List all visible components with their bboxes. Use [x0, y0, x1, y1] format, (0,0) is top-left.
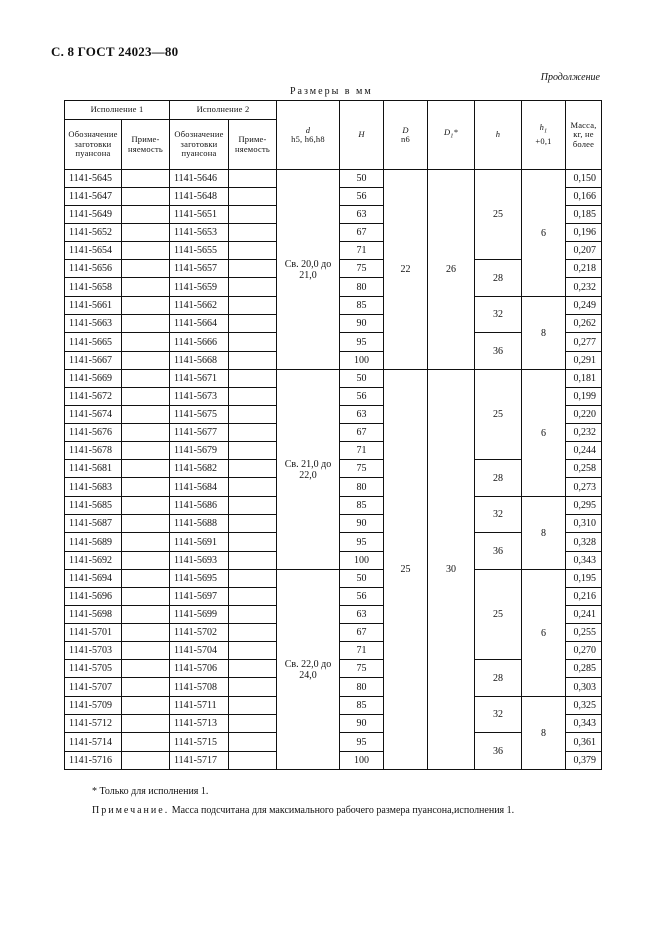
D1-cell: 26 — [428, 170, 475, 370]
h-cell: 36 — [475, 533, 522, 570]
exec1-applicability-cell — [122, 588, 170, 606]
mass-cell: 0,244 — [566, 442, 602, 460]
mass-cell: 0,241 — [566, 606, 602, 624]
exec1-designation-cell: 1141-5712 — [65, 715, 122, 733]
exec2-applicability-cell — [229, 260, 277, 278]
exec1-designation-cell: 1141-5663 — [65, 315, 122, 333]
exec1-applicability-cell — [122, 460, 170, 478]
exec2-designation-cell: 1141-5677 — [170, 424, 229, 442]
exec1-applicability-cell — [122, 315, 170, 333]
dimensions-label: Размеры в мм — [290, 86, 373, 97]
exec2-designation-cell: 1141-5659 — [170, 278, 229, 297]
mass-header: Масса, кг, не более — [566, 101, 602, 170]
exec2-designation-cell: 1141-5675 — [170, 406, 229, 424]
exec2-applicability-cell — [229, 188, 277, 206]
mass-cell: 0,379 — [566, 752, 602, 770]
exec1-applicability-cell — [122, 678, 170, 697]
d-header: d h5, h6,h8 — [277, 101, 340, 170]
H-cell: 100 — [340, 352, 384, 370]
exec1-designation-cell: 1141-5678 — [65, 442, 122, 460]
exec2-applicability-cell — [229, 206, 277, 224]
h1-cell: 6 — [522, 370, 566, 497]
H-cell: 63 — [340, 606, 384, 624]
exec2-applicability-cell — [229, 424, 277, 442]
exec1-designation-cell: 1141-5658 — [65, 278, 122, 297]
H-cell: 56 — [340, 588, 384, 606]
mass-cell: 0,295 — [566, 497, 602, 515]
exec1-applicability-cell — [122, 278, 170, 297]
exec1-header: Исполнение 1 — [65, 101, 170, 120]
mass-cell: 0,196 — [566, 224, 602, 242]
exec2-applicability-cell — [229, 242, 277, 260]
H-cell: 50 — [340, 570, 384, 588]
h-cell: 25 — [475, 170, 522, 260]
exec1-designation-cell: 1141-5689 — [65, 533, 122, 552]
exec1-designation-cell: 1141-5645 — [65, 170, 122, 188]
H-cell: 90 — [340, 715, 384, 733]
H-cell: 85 — [340, 497, 384, 515]
h1-cell: 8 — [522, 297, 566, 370]
exec1-designation-cell: 1141-5696 — [65, 588, 122, 606]
specification-table — [64, 100, 602, 770]
exec2-designation-cell: 1141-5679 — [170, 442, 229, 460]
d-range-cell: Св. 21,0 до 22,0 — [277, 370, 340, 570]
H-cell: 80 — [340, 678, 384, 697]
exec1-applicability-cell — [122, 242, 170, 260]
exec1-designation-cell: 1141-5687 — [65, 515, 122, 533]
exec1-designation-cell: 1141-5654 — [65, 242, 122, 260]
exec2-designation-cell: 1141-5711 — [170, 697, 229, 715]
note-text: Масса подсчитана для максимального рабочего размера пуансона,исполнения 1. — [171, 805, 515, 816]
exec1-designation-cell: 1141-5714 — [65, 733, 122, 752]
H-cell: 50 — [340, 370, 384, 388]
exec2-applicability-cell — [229, 370, 277, 388]
H-cell: 63 — [340, 206, 384, 224]
d-range-cell: Св. 20,0 до 21,0 — [277, 170, 340, 370]
h1-cell: 8 — [522, 497, 566, 570]
exec2-designation-cell: 1141-5715 — [170, 733, 229, 752]
mass-cell: 0,207 — [566, 242, 602, 260]
exec1-designation-cell: 1141-5701 — [65, 624, 122, 642]
exec1-designation-header: Обозначение заготовки пуансона — [65, 120, 122, 170]
exec2-designation-cell: 1141-5697 — [170, 588, 229, 606]
h1-cell: 6 — [522, 170, 566, 297]
H-header: H — [340, 101, 384, 170]
exec1-designation-cell: 1141-5676 — [65, 424, 122, 442]
H-cell: 71 — [340, 242, 384, 260]
exec2-designation-cell: 1141-5648 — [170, 188, 229, 206]
exec2-designation-cell: 1141-5651 — [170, 206, 229, 224]
exec2-applicability-cell — [229, 660, 277, 678]
exec1-designation-cell: 1141-5667 — [65, 352, 122, 370]
exec1-applicability-cell — [122, 206, 170, 224]
H-cell: 85 — [340, 297, 384, 315]
note-label: Примечание. — [92, 805, 170, 816]
exec2-applicability-cell — [229, 715, 277, 733]
exec1-applicability-cell — [122, 478, 170, 497]
exec2-designation-cell: 1141-5682 — [170, 460, 229, 478]
H-cell: 85 — [340, 697, 384, 715]
exec1-designation-cell: 1141-5705 — [65, 660, 122, 678]
exec1-applicability-cell — [122, 697, 170, 715]
exec1-applicability-cell — [122, 515, 170, 533]
H-cell: 90 — [340, 315, 384, 333]
mass-cell: 0,291 — [566, 352, 602, 370]
h-cell: 36 — [475, 333, 522, 370]
mass-cell: 0,255 — [566, 624, 602, 642]
exec1-applicability-cell — [122, 752, 170, 770]
exec1-applicability-cell — [122, 388, 170, 406]
exec1-designation-cell: 1141-5703 — [65, 642, 122, 660]
exec1-designation-cell: 1141-5661 — [65, 297, 122, 315]
H-cell: 80 — [340, 278, 384, 297]
mass-cell: 0,220 — [566, 406, 602, 424]
h1-cell: 8 — [522, 697, 566, 770]
H-cell: 67 — [340, 224, 384, 242]
continuation-label: Продолжение — [540, 72, 600, 83]
exec2-applicability-cell — [229, 333, 277, 352]
exec2-designation-cell: 1141-5673 — [170, 388, 229, 406]
H-cell: 50 — [340, 170, 384, 188]
exec1-designation-cell: 1141-5681 — [65, 460, 122, 478]
exec1-applicability-cell — [122, 260, 170, 278]
h-cell: 32 — [475, 697, 522, 733]
exec1-designation-cell: 1141-5716 — [65, 752, 122, 770]
exec2-applicability-cell — [229, 406, 277, 424]
h-header: h — [475, 101, 522, 170]
exec1-applicability-cell — [122, 497, 170, 515]
exec1-applicability-cell — [122, 406, 170, 424]
exec1-applicability-cell — [122, 352, 170, 370]
exec1-applicability-cell — [122, 170, 170, 188]
mass-cell: 0,303 — [566, 678, 602, 697]
exec2-designation-header: Обозначение заготовки пуансона — [170, 120, 229, 170]
page-header: С. 8 ГОСТ 24023—80 — [51, 44, 179, 59]
exec2-applicability-cell — [229, 552, 277, 570]
exec2-applicability-cell — [229, 752, 277, 770]
mass-cell: 0,285 — [566, 660, 602, 678]
exec2-applicability-cell — [229, 297, 277, 315]
exec1-designation-cell: 1141-5692 — [65, 552, 122, 570]
table-row — [65, 170, 602, 188]
exec2-designation-cell: 1141-5666 — [170, 333, 229, 352]
mass-cell: 0,343 — [566, 552, 602, 570]
exec2-applicability-cell — [229, 460, 277, 478]
exec1-designation-cell: 1141-5709 — [65, 697, 122, 715]
exec1-designation-cell: 1141-5698 — [65, 606, 122, 624]
mass-cell: 0,258 — [566, 460, 602, 478]
exec2-designation-cell: 1141-5708 — [170, 678, 229, 697]
h-cell: 28 — [475, 660, 522, 697]
mass-cell: 0,249 — [566, 297, 602, 315]
note — [92, 805, 514, 816]
exec1-applicability-cell — [122, 715, 170, 733]
exec2-applicability-cell — [229, 570, 277, 588]
H-cell: 67 — [340, 424, 384, 442]
exec1-designation-cell: 1141-5683 — [65, 478, 122, 497]
D-header: D n6 — [384, 101, 428, 170]
exec1-applicability-cell — [122, 606, 170, 624]
exec2-designation-cell: 1141-5717 — [170, 752, 229, 770]
exec1-applicability-cell — [122, 733, 170, 752]
H-cell: 95 — [340, 733, 384, 752]
exec2-designation-cell: 1141-5691 — [170, 533, 229, 552]
d-range-cell: Св. 22,0 до 24,0 — [277, 570, 340, 770]
h-cell: 32 — [475, 297, 522, 333]
exec2-designation-cell: 1141-5655 — [170, 242, 229, 260]
exec2-applicability-cell — [229, 278, 277, 297]
exec2-applicability-cell — [229, 515, 277, 533]
h-cell: 28 — [475, 460, 522, 497]
exec1-designation-cell: 1141-5647 — [65, 188, 122, 206]
exec2-designation-cell: 1141-5662 — [170, 297, 229, 315]
exec2-designation-cell: 1141-5646 — [170, 170, 229, 188]
exec2-applicability-cell — [229, 352, 277, 370]
exec2-applicability-cell — [229, 478, 277, 497]
exec2-applicability-cell — [229, 624, 277, 642]
H-cell: 56 — [340, 188, 384, 206]
h1-header: $h_1$ +0,1 — [522, 101, 566, 170]
mass-cell: 0,270 — [566, 642, 602, 660]
H-cell: 75 — [340, 660, 384, 678]
exec2-designation-cell: 1141-5713 — [170, 715, 229, 733]
H-cell: 75 — [340, 460, 384, 478]
exec2-applicability-cell — [229, 606, 277, 624]
mass-cell: 0,166 — [566, 188, 602, 206]
exec2-designation-cell: 1141-5688 — [170, 515, 229, 533]
H-cell: 71 — [340, 642, 384, 660]
exec2-applicability-cell — [229, 588, 277, 606]
H-cell: 100 — [340, 752, 384, 770]
mass-cell: 0,343 — [566, 715, 602, 733]
exec2-designation-cell: 1141-5695 — [170, 570, 229, 588]
exec2-applicability-cell — [229, 442, 277, 460]
exec1-applicability-cell — [122, 533, 170, 552]
mass-cell: 0,262 — [566, 315, 602, 333]
exec2-designation-cell: 1141-5684 — [170, 478, 229, 497]
exec2-header: Исполнение 2 — [170, 101, 277, 120]
exec2-designation-cell: 1141-5686 — [170, 497, 229, 515]
mass-cell: 0,277 — [566, 333, 602, 352]
exec1-applicability-cell — [122, 570, 170, 588]
exec2-designation-cell: 1141-5671 — [170, 370, 229, 388]
exec2-applicability-header: Приме- няемость — [229, 120, 277, 170]
mass-cell: 0,195 — [566, 570, 602, 588]
h-cell: 28 — [475, 260, 522, 297]
exec1-applicability-header: Приме- няемость — [122, 120, 170, 170]
exec2-designation-cell: 1141-5657 — [170, 260, 229, 278]
mass-cell: 0,232 — [566, 278, 602, 297]
exec1-designation-cell: 1141-5707 — [65, 678, 122, 697]
mass-cell: 0,218 — [566, 260, 602, 278]
table-row — [65, 570, 602, 588]
mass-cell: 0,150 — [566, 170, 602, 188]
exec2-designation-cell: 1141-5699 — [170, 606, 229, 624]
mass-cell: 0,185 — [566, 206, 602, 224]
exec2-designation-cell: 1141-5693 — [170, 552, 229, 570]
exec1-designation-cell: 1141-5652 — [65, 224, 122, 242]
exec1-applicability-cell — [122, 297, 170, 315]
H-cell: 75 — [340, 260, 384, 278]
exec2-designation-cell: 1141-5664 — [170, 315, 229, 333]
mass-cell: 0,325 — [566, 697, 602, 715]
h1-cell: 6 — [522, 570, 566, 697]
exec1-applicability-cell — [122, 552, 170, 570]
exec2-applicability-cell — [229, 497, 277, 515]
exec2-applicability-cell — [229, 733, 277, 752]
H-cell: 95 — [340, 533, 384, 552]
mass-cell: 0,199 — [566, 388, 602, 406]
exec1-applicability-cell — [122, 333, 170, 352]
H-cell: 67 — [340, 624, 384, 642]
exec2-applicability-cell — [229, 388, 277, 406]
D-cell: 22 — [384, 170, 428, 370]
H-cell: 100 — [340, 552, 384, 570]
D1-header: $D_1*$ — [428, 101, 475, 170]
D1-cell: 30 — [428, 370, 475, 770]
exec1-applicability-cell — [122, 442, 170, 460]
exec2-applicability-cell — [229, 678, 277, 697]
h-cell: 25 — [475, 570, 522, 660]
exec1-applicability-cell — [122, 224, 170, 242]
D-cell: 25 — [384, 370, 428, 770]
H-cell: 80 — [340, 478, 384, 497]
exec1-designation-cell: 1141-5674 — [65, 406, 122, 424]
exec1-designation-cell: 1141-5665 — [65, 333, 122, 352]
exec2-designation-cell: 1141-5706 — [170, 660, 229, 678]
exec1-applicability-cell — [122, 642, 170, 660]
exec2-applicability-cell — [229, 533, 277, 552]
mass-cell: 0,328 — [566, 533, 602, 552]
mass-cell: 0,310 — [566, 515, 602, 533]
exec2-applicability-cell — [229, 315, 277, 333]
exec1-designation-cell: 1141-5694 — [65, 570, 122, 588]
exec2-applicability-cell — [229, 224, 277, 242]
exec1-designation-cell: 1141-5672 — [65, 388, 122, 406]
H-cell: 56 — [340, 388, 384, 406]
exec2-designation-cell: 1141-5704 — [170, 642, 229, 660]
H-cell: 95 — [340, 333, 384, 352]
h-cell: 25 — [475, 370, 522, 460]
mass-cell: 0,216 — [566, 588, 602, 606]
exec1-applicability-cell — [122, 660, 170, 678]
exec1-applicability-cell — [122, 370, 170, 388]
exec1-designation-cell: 1141-5656 — [65, 260, 122, 278]
exec1-designation-cell: 1141-5685 — [65, 497, 122, 515]
exec1-applicability-cell — [122, 424, 170, 442]
exec1-applicability-cell — [122, 624, 170, 642]
exec2-designation-cell: 1141-5668 — [170, 352, 229, 370]
H-cell: 63 — [340, 406, 384, 424]
exec2-applicability-cell — [229, 170, 277, 188]
exec2-applicability-cell — [229, 697, 277, 715]
exec1-applicability-cell — [122, 188, 170, 206]
exec1-designation-cell: 1141-5649 — [65, 206, 122, 224]
mass-cell: 0,361 — [566, 733, 602, 752]
h-cell: 36 — [475, 733, 522, 770]
mass-cell: 0,273 — [566, 478, 602, 497]
footnote: * Только для исполнения 1. — [92, 786, 209, 797]
exec1-designation-cell: 1141-5669 — [65, 370, 122, 388]
mass-cell: 0,181 — [566, 370, 602, 388]
exec2-applicability-cell — [229, 642, 277, 660]
table-row — [65, 370, 602, 388]
exec2-designation-cell: 1141-5702 — [170, 624, 229, 642]
H-cell: 71 — [340, 442, 384, 460]
exec2-designation-cell: 1141-5653 — [170, 224, 229, 242]
H-cell: 90 — [340, 515, 384, 533]
h-cell: 32 — [475, 497, 522, 533]
mass-cell: 0,232 — [566, 424, 602, 442]
